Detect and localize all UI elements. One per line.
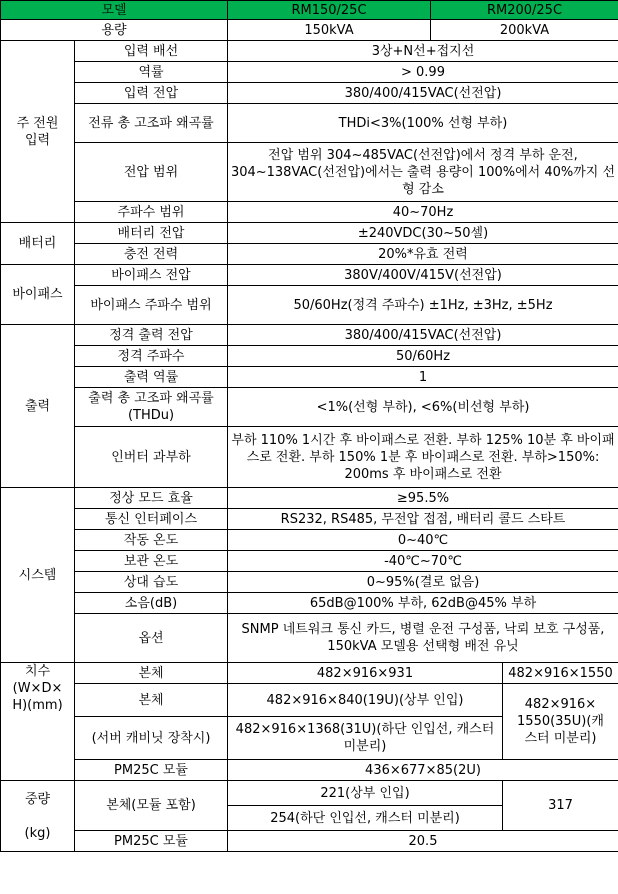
row-label: 출력 총 고조파 왜곡률(THDu)	[75, 388, 228, 427]
row-value: 20%*유효 전력	[228, 244, 618, 265]
row-value: > 0.99	[228, 62, 618, 83]
row-label: 전류 총 고조파 왜곡률	[75, 104, 228, 143]
model-1: RM150/25C	[228, 1, 431, 20]
table-row	[1, 572, 618, 593]
table-row	[1, 509, 618, 530]
row-value: 436×677×85(2U)	[228, 760, 618, 781]
row-value: RS232, RS485, 무전압 접점, 배터리 콜드 스타트	[228, 509, 618, 530]
capacity-m1: 150kVA	[228, 20, 431, 41]
row-label: 주파수 범위	[75, 202, 228, 223]
table-row	[1, 831, 618, 852]
group-dimensions: 치수 (W×D× H)(mm)	[1, 663, 75, 781]
row-value: 3상+N선+접지선	[228, 41, 618, 62]
weight-m1-top: 221(상부 인입)	[228, 781, 503, 806]
dim-cabinet-m1: 482×916×1368(31U)(하단 인입선, 캐스터 미분리)	[228, 717, 503, 760]
table-row	[1, 83, 618, 104]
group-bypass: 바이패스	[1, 265, 75, 325]
dim-rack-m1: 482×916×840(19U)(상부 인입)	[228, 684, 503, 717]
model-label: 모델	[1, 1, 228, 20]
row-value: <1%(선형 부하), <6%(비선형 부하)	[228, 388, 618, 427]
table-row	[1, 41, 618, 62]
table-row	[1, 325, 618, 346]
row-label: 역률	[75, 62, 228, 83]
table-row	[1, 223, 618, 244]
table-row	[1, 244, 618, 265]
row-value: 50/60Hz(정격 주파수) ±1Hz, ±3Hz, ±5Hz	[228, 286, 618, 325]
table-row	[1, 781, 618, 806]
row-value: 1	[228, 367, 618, 388]
row-value: -40℃~70℃	[228, 551, 618, 572]
group-battery: 배터리	[1, 223, 75, 265]
row-label: PM25C 모듈	[75, 831, 228, 852]
row-label: 바이패스 주파수 범위	[75, 286, 228, 325]
group-system: 시스템	[1, 488, 75, 663]
dim-rack-m2: 482×916× 1550(35U)(캐 스터 미분리)	[503, 684, 618, 760]
row-label: 통신 인터페이스	[75, 509, 228, 530]
row-label: 전압 범위	[75, 143, 228, 202]
row-value: 65dB@100% 부하, 62dB@45% 부하	[228, 593, 618, 614]
row-label: 상대 습도	[75, 572, 228, 593]
table-row	[1, 488, 618, 509]
table-row	[1, 143, 618, 202]
capacity-label: 용량	[1, 20, 228, 41]
row-value: SNMP 네트워크 통신 카드, 병렬 운전 구성품, 낙뢰 보호 구성품, 150kVA 모델용 선택형 배전 유닛	[228, 614, 618, 663]
table-row	[1, 614, 618, 663]
model-2: RM200/25C	[431, 1, 618, 20]
row-label: 소음(dB)	[75, 593, 228, 614]
row-label: 바이패스 전압	[75, 265, 228, 286]
weight-m2: 317	[503, 781, 618, 831]
row-value: 380V/400V/415V(선전압)	[228, 265, 618, 286]
row-value: 0~40℃	[228, 530, 618, 551]
table-row	[1, 202, 618, 223]
row-value: 전압 범위 304~485VAC(선전압)에서 정격 부하 운전, 304~138VAC(선전압)에서는 출력 용량이 100%에서 40%까지 선형 감소	[228, 143, 618, 202]
row-label: 본체(모듈 포함)	[75, 781, 228, 831]
row-value: THDi<3%(100% 선형 부하)	[228, 104, 618, 143]
row-label: 작동 온도	[75, 530, 228, 551]
header-row	[1, 1, 618, 20]
row-label: 정상 모드 효율	[75, 488, 228, 509]
row-value: 20.5	[228, 831, 618, 852]
table-row	[1, 286, 618, 325]
row-value: 0~95%(결로 없음)	[228, 572, 618, 593]
group-output: 출력	[1, 325, 75, 488]
row-label: (서버 캐비닛 장착시)	[75, 717, 228, 760]
row-label: 보관 온도	[75, 551, 228, 572]
row-label: 본체	[75, 663, 228, 684]
group-weight: 중량 (kg)	[1, 781, 75, 852]
table-row	[1, 663, 618, 684]
capacity-m2: 200kVA	[431, 20, 618, 41]
row-label: 배터리 전압	[75, 223, 228, 244]
table-row	[1, 346, 618, 367]
table-row	[1, 62, 618, 83]
row-value: 380/400/415VAC(선전압)	[228, 325, 618, 346]
row-label: 정격 출력 전압	[75, 325, 228, 346]
row-label: 옵션	[75, 614, 228, 663]
table-row	[1, 104, 618, 143]
table-row	[1, 427, 618, 488]
row-value: 부하 110% 1시간 후 바이패스로 전환. 부하 125% 10분 후 바이패스로 전환. 부하 150% 1분 후 바이패스로 전환. 부하>150%: 200ms 후 바이패스로 전환	[228, 427, 618, 488]
capacity-row	[1, 20, 618, 41]
dim-body-m1: 482×916×931	[228, 663, 503, 684]
row-value: ≥95.5%	[228, 488, 618, 509]
row-label: PM25C 모듈	[75, 760, 228, 781]
table-row	[1, 530, 618, 551]
table-row	[1, 551, 618, 572]
dim-body-m2: 482×916×1550	[503, 663, 618, 684]
table-row	[1, 760, 618, 781]
table-row	[1, 388, 618, 427]
row-label: 입력 전압	[75, 83, 228, 104]
row-value: ±240VDC(30~50셀)	[228, 223, 618, 244]
row-value: 40~70Hz	[228, 202, 618, 223]
row-value: 380/400/415VAC(선전압)	[228, 83, 618, 104]
row-label: 인버터 과부하	[75, 427, 228, 488]
row-label: 출력 역률	[75, 367, 228, 388]
weight-m1-bottom: 254(하단 인입선, 캐스터 미분리)	[228, 806, 503, 831]
row-label: 정격 주파수	[75, 346, 228, 367]
row-label: 입력 배선	[75, 41, 228, 62]
row-label: 본체	[75, 684, 228, 717]
table-row	[1, 367, 618, 388]
row-value: 50/60Hz	[228, 346, 618, 367]
table-row	[1, 265, 618, 286]
table-row	[1, 684, 618, 717]
row-label: 충전 전력	[75, 244, 228, 265]
table-row	[1, 593, 618, 614]
group-input: 주 전원 입력	[1, 41, 75, 223]
